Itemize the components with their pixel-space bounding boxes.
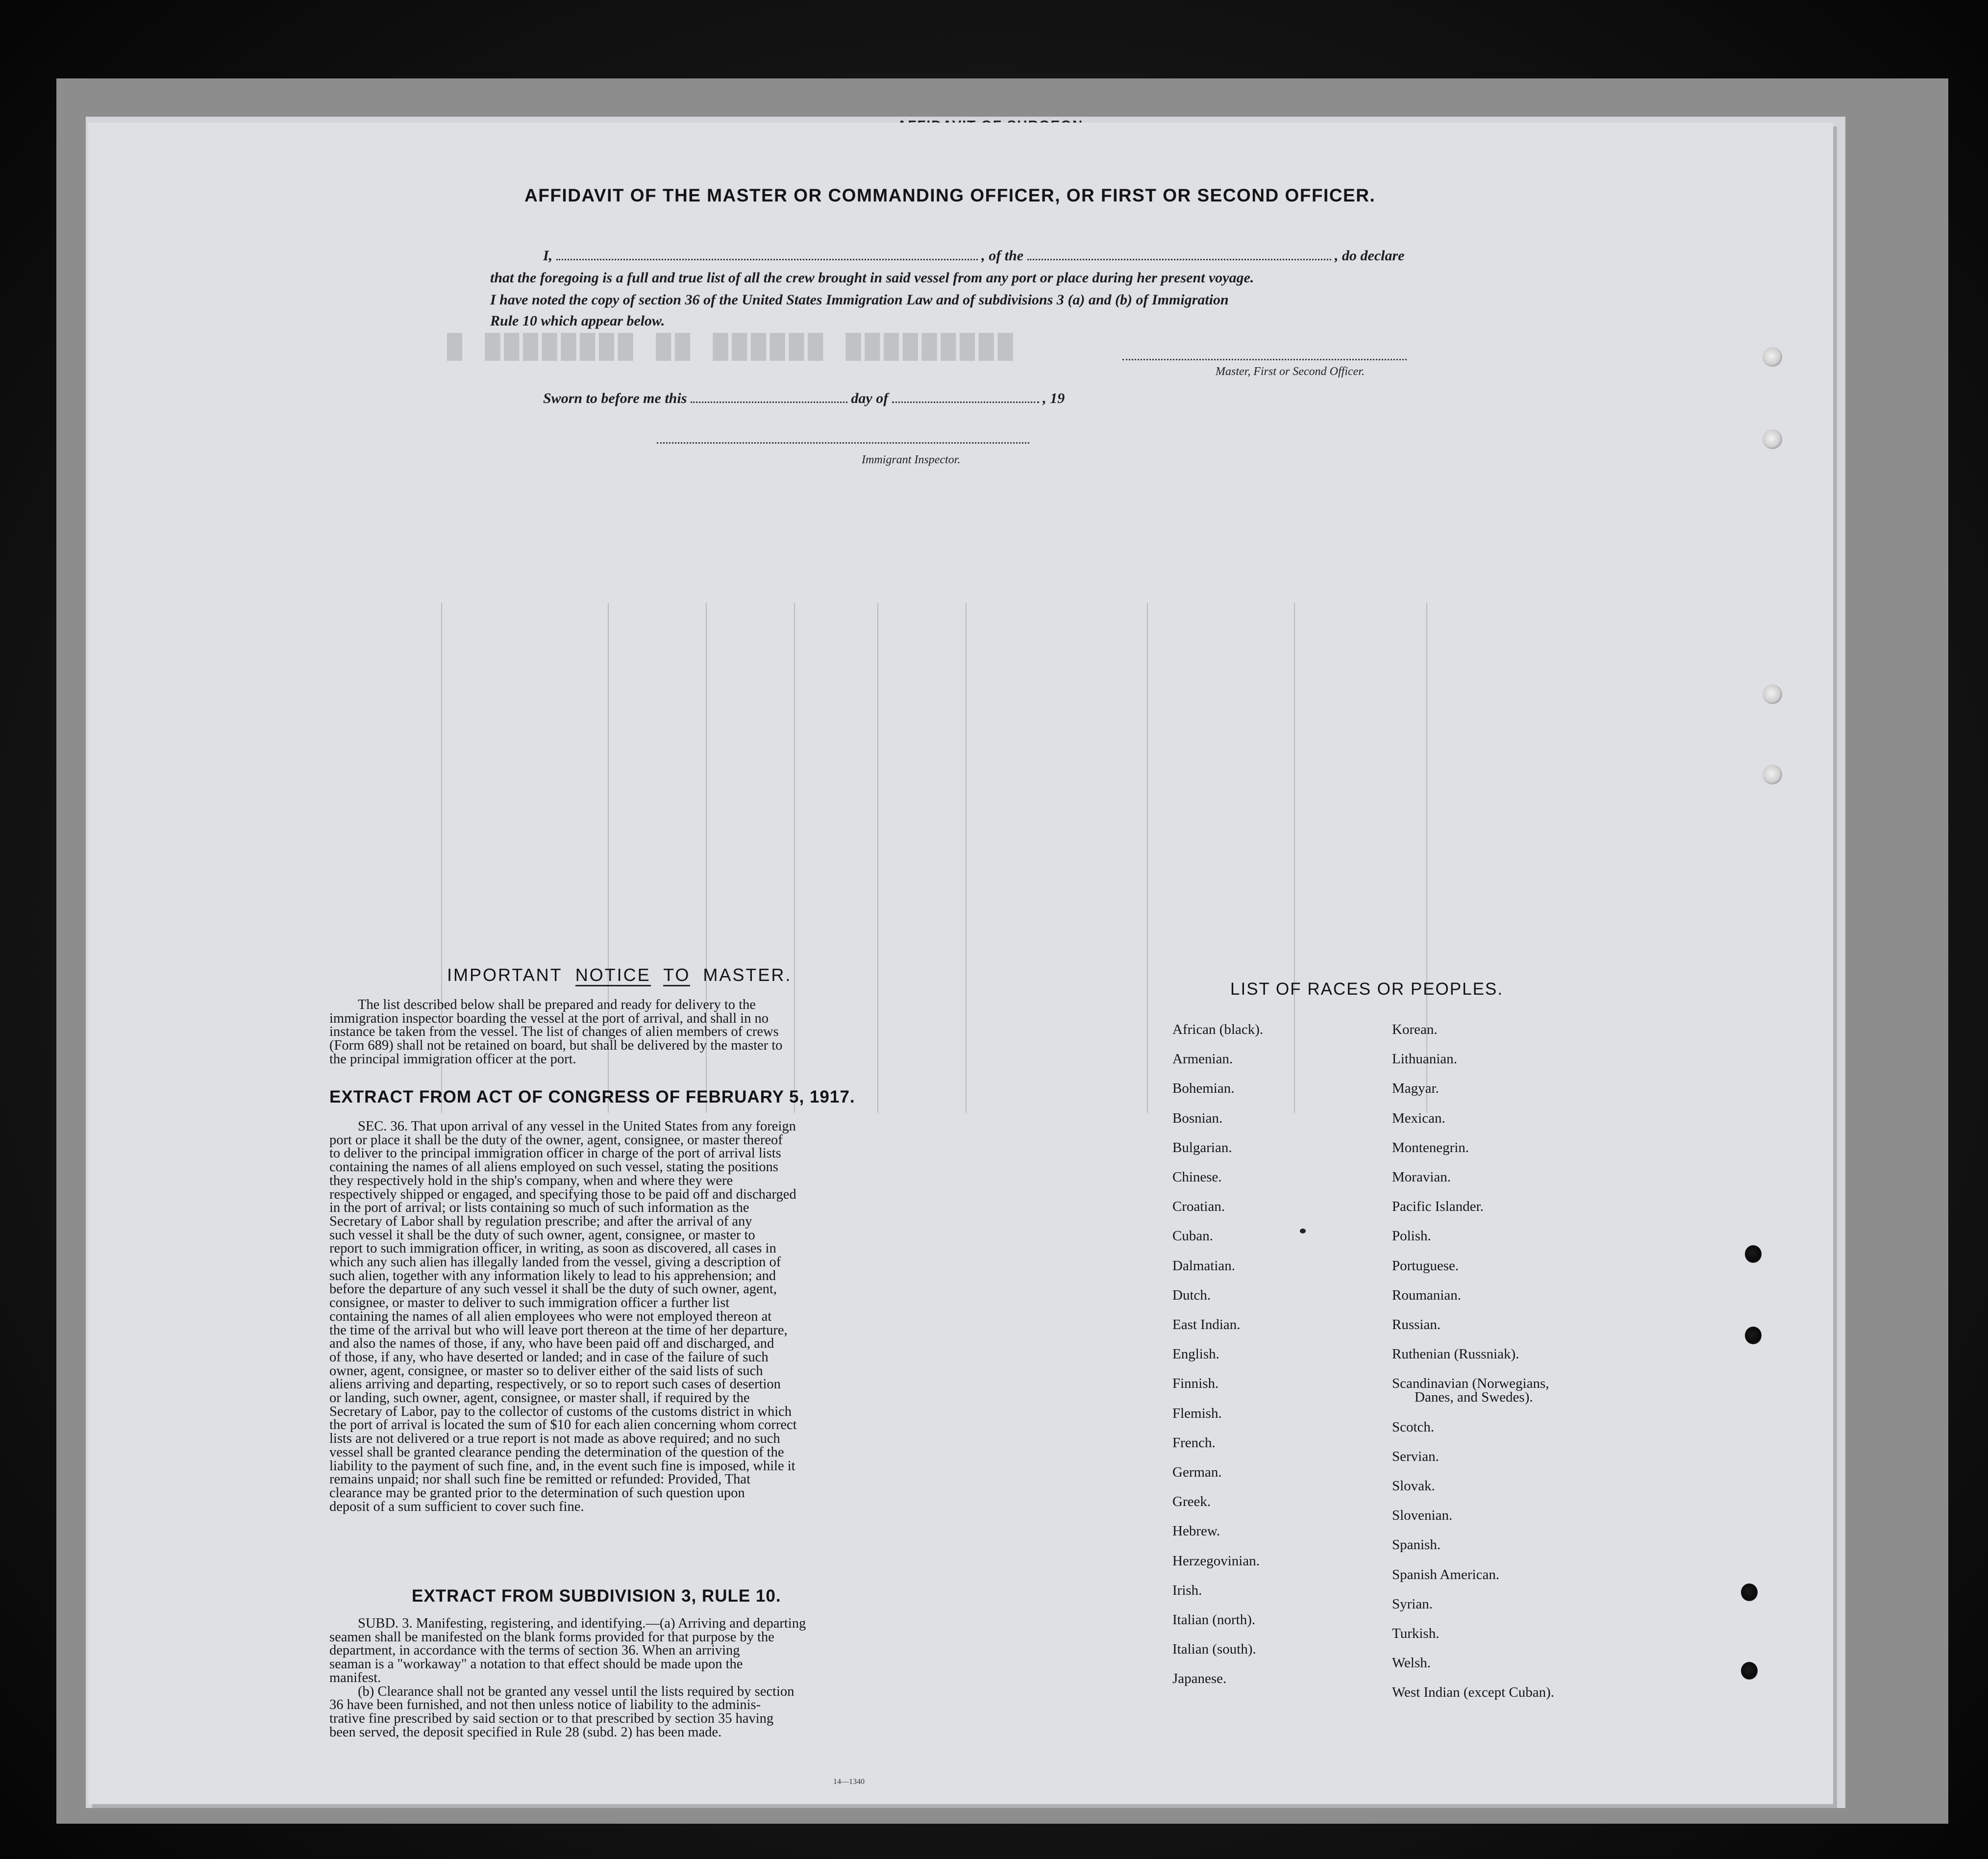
race-item: Cuban.: [1172, 1228, 1213, 1244]
paragraph-line: containing the names of all alien employees who were not employed thereon at: [329, 1308, 772, 1324]
race-item: Irish.: [1172, 1582, 1202, 1598]
race-item: Bosnian.: [1172, 1110, 1223, 1126]
race-item: Russian.: [1392, 1317, 1441, 1332]
paragraph-line: the port of arrival is located the sum of $10 for each alien concerning whom correct: [329, 1417, 797, 1433]
paragraph-line: port or place it shall be the duty of the owner, agent, consignee, or master thereof: [329, 1132, 783, 1148]
race-item: Japanese.: [1172, 1671, 1227, 1687]
affidavit-line-2: that the foregoing is a full and true list of all the crew brought in said vessel from any port or place during her present voyage.: [490, 270, 1254, 286]
race-item: Flemish.: [1172, 1405, 1222, 1421]
punch-hole: [1763, 429, 1782, 449]
affidavit-line-4: Rule 10 which appear below.: [490, 313, 665, 329]
race-item: Bulgarian.: [1172, 1139, 1232, 1156]
bleed-through-rule: [1294, 603, 1295, 1113]
paragraph-line: which any such alien has illegally landed from the vessel, giving a description of: [329, 1255, 781, 1270]
paragraph-line: to deliver to the principal immigration officer in charge of the port of arrival lists: [329, 1146, 781, 1161]
paragraph-line: seamen shall be manifested on the blank forms provided for that purpose by the: [329, 1629, 774, 1645]
affidavit-line-3: I have noted the copy of section 36 of the United States Immigration Law and of subdivisions 3 (a) and (b) of Immigration: [490, 292, 1229, 308]
paragraph-line: deposit of a sum sufficient to cover such fine.: [329, 1499, 584, 1514]
paragraph-line: clearance may be granted prior to the determination of such question upon: [329, 1485, 745, 1501]
paragraph-line: they respectively hold in the ship's company, when and where they were: [329, 1173, 733, 1188]
bleed-through-rule: [966, 603, 967, 1113]
sworn-line: [543, 390, 1065, 407]
notice-line: (Form 689) shall not be retained on board, but shall be delivered by the master to: [329, 1038, 783, 1054]
sworn-day-blank[interactable]: [691, 402, 847, 403]
punch-hole: [1745, 1327, 1762, 1344]
manifest-page: [88, 123, 1833, 1804]
race-item: Spanish.: [1392, 1537, 1441, 1553]
race-item: French.: [1172, 1434, 1216, 1451]
notice-title-word: IMPORTANT: [447, 965, 563, 985]
paragraph-line: (b) Clearance shall not be granted any vessel until the lists required by section: [358, 1683, 795, 1699]
race-item: Moravian.: [1392, 1169, 1451, 1185]
race-item: Montenegrin.: [1392, 1139, 1469, 1156]
punch-hole: [1763, 765, 1782, 784]
paragraph-line: consignee, or master to deliver to such immigration officer a further list: [329, 1295, 730, 1311]
race-item: East Indian.: [1172, 1317, 1241, 1332]
paragraph-line: 36 have been furnished, and not then unless notice of liability to the adminis-: [329, 1697, 761, 1713]
notice-line: instance be taken from the vessel. The list of changes of alien members of crews: [329, 1024, 779, 1040]
race-item: Danes, and Swedes).: [1415, 1389, 1533, 1406]
inspector-signature-line[interactable]: [657, 442, 1029, 444]
paragraph-line: and also the names of those, if any, who have been paid off and discharged, and: [329, 1336, 774, 1352]
notice-title-word: MASTER.: [703, 965, 792, 985]
race-item: Chinese.: [1172, 1169, 1222, 1185]
paragraph-line: before the departure of any such vessel it shall be the duty of such owner, agent,: [329, 1281, 777, 1297]
race-item: Italian (south).: [1172, 1641, 1256, 1658]
punch-hole: [1763, 347, 1782, 367]
paragraph-line: been served, the deposit specified in Rule 28 (subd. 2) has been made.: [329, 1724, 722, 1740]
name-blank[interactable]: [556, 259, 978, 260]
sworn-label: Sworn to before me this: [543, 390, 687, 406]
race-item: African (black).: [1172, 1022, 1264, 1037]
rule-10-subdivision-3: [329, 1617, 901, 1739]
race-item: Herzegovinian.: [1172, 1553, 1260, 1569]
race-item: English.: [1172, 1346, 1219, 1362]
master-caption: Master, First or Second Officer.: [1216, 365, 1365, 378]
race-item: Magyar.: [1392, 1080, 1439, 1097]
paragraph-line: containing the names of all aliens employed on such vessel, stating the positions: [329, 1159, 778, 1175]
notice-line: The list described below shall be prepared and ready for delivery to the: [358, 997, 756, 1012]
paragraph-line: owner, agent, consignee, or master so to deliver either of the said lists of such: [329, 1363, 763, 1379]
bleed-through-text: █ ████████ ██ ██████ █████████: [447, 333, 1017, 361]
affidavit-of-the: , of the: [981, 248, 1024, 264]
affidavit-i: I,: [543, 248, 553, 264]
paragraph-line: SUBD. 3. Manifesting, registering, and identifying.—(a) Arriving and departing: [358, 1616, 806, 1631]
affidavit-declaration-line: [543, 248, 1404, 264]
paragraph-line: Secretary of Labor shall by regulation prescribe; and after the arrival of any: [329, 1213, 752, 1229]
races-title: LIST OF RACES OR PEOPLES.: [1230, 980, 1504, 999]
race-item: Finnish.: [1172, 1376, 1219, 1392]
race-item: Lithuanian.: [1392, 1051, 1457, 1067]
notice-title-word: NOTICE: [575, 965, 651, 986]
paragraph-line: report to such immigration officer, in writing, as soon as discovered, all cases in: [329, 1241, 776, 1256]
race-item: Polish.: [1392, 1228, 1431, 1244]
paragraph-line: the time of the arrival but who will leave port thereon at the time of her departure,: [329, 1322, 788, 1338]
paragraph-line: vessel shall be granted clearance pending the determination of the question of the: [329, 1444, 784, 1460]
race-item: Servian.: [1392, 1448, 1439, 1464]
race-item: Greek.: [1172, 1494, 1211, 1510]
race-item: Roumanian.: [1392, 1287, 1461, 1303]
punch-hole: [1763, 684, 1782, 704]
day-of-label: day of: [851, 390, 889, 406]
race-item: Croatian.: [1172, 1199, 1225, 1215]
punch-hole: [1741, 1662, 1758, 1680]
paragraph-line: seaman is a "workaway" a notation to that effect should be made upon the: [329, 1657, 743, 1672]
notice-line: immigration inspector boarding the vessel at the port of arrival, and shall in no: [329, 1010, 769, 1026]
paragraph-line: Secretary of Labor, pay to the collector of customs of the customs district in which: [329, 1404, 792, 1419]
vessel-blank[interactable]: [1027, 259, 1331, 260]
paragraph-line: trative fine prescribed by said section or to that prescribed by section 35 having: [329, 1710, 774, 1726]
race-item: Hebrew.: [1172, 1523, 1220, 1539]
race-item: Slovak.: [1392, 1478, 1435, 1494]
punch-hole: [1741, 1583, 1758, 1601]
act-section-36: [329, 1120, 901, 1513]
rule-heading: EXTRACT FROM SUBDIVISION 3, RULE 10.: [412, 1586, 781, 1606]
notice-title-word: TO: [663, 965, 690, 986]
paragraph-line: lists are not delivered or a true report is not made as above required; and no such: [329, 1431, 780, 1447]
race-item: Armenian.: [1172, 1051, 1233, 1067]
paragraph-line: such vessel it shall be the duty of such owner, agent, consignee, or master to: [329, 1227, 755, 1243]
punch-hole: [1745, 1245, 1762, 1263]
race-item: Spanish American.: [1392, 1566, 1500, 1583]
race-item: Dalmatian.: [1172, 1257, 1236, 1274]
paragraph-line: of those, if any, who have deserted or landed; and in case of the failure of such: [329, 1349, 769, 1365]
paragraph-line: SEC. 36. That upon arrival of any vessel in the United States from any foreign: [358, 1119, 796, 1134]
paragraph-line: remains unpaid; nor shall such fine be remitted or refunded: Provided, That: [329, 1472, 750, 1487]
race-item: Turkish.: [1392, 1626, 1440, 1641]
notice-paragraph: [329, 998, 901, 1066]
race-item: Korean.: [1392, 1022, 1438, 1037]
act-heading: EXTRACT FROM ACT OF CONGRESS OF FEBRUARY 5, 1917.: [329, 1087, 855, 1106]
race-item: Ruthenian (Russniak).: [1392, 1346, 1519, 1362]
race-item: Italian (north).: [1172, 1612, 1256, 1628]
paragraph-line: department, in accordance with the terms of section 36. When an arriving: [329, 1643, 740, 1658]
race-item: Slovenian.: [1392, 1507, 1453, 1524]
inspector-caption: Immigrant Inspector.: [862, 453, 961, 466]
notice-title: [447, 965, 792, 985]
bleed-through-rule: [1147, 603, 1148, 1113]
affidavit-title: AFFIDAVIT OF THE MASTER OR COMMANDING OFFICER, OR FIRST OR SECOND OFFICER.: [524, 185, 1376, 205]
paragraph-line: in the port of arrival; or lists containing so much of such information as the: [329, 1200, 749, 1216]
master-signature-line[interactable]: [1122, 359, 1407, 360]
paragraph-line: respectively shipped or engaged, and specifying those to be paid off and discharged: [329, 1186, 796, 1202]
race-item: Welsh.: [1392, 1655, 1431, 1671]
race-item: Mexican.: [1392, 1110, 1445, 1126]
race-item: Pacific Islander.: [1392, 1199, 1484, 1215]
race-item: Bohemian.: [1172, 1080, 1235, 1097]
paragraph-line: or landing, such owner, agent, consignee, or master shall, if required by the: [329, 1390, 750, 1406]
paragraph-line: liability to the payment of such fine, and, in the event such fine is imposed, while it: [329, 1458, 795, 1474]
paragraph-line: such alien, together with any information likely to lead to his apprehension; and: [329, 1268, 776, 1283]
race-item: Syrian.: [1392, 1596, 1433, 1612]
ink-dot: [1300, 1229, 1306, 1233]
paragraph-line: manifest.: [329, 1670, 381, 1685]
notice-line: the principal immigration officer at the port.: [329, 1051, 576, 1067]
race-item: Portuguese.: [1392, 1257, 1459, 1274]
race-item: Dutch.: [1172, 1287, 1211, 1303]
year-label: , 19: [1043, 390, 1065, 406]
affidavit-do-declare: , do declare: [1335, 248, 1405, 264]
paragraph-line: aliens arriving and departing, respectively, or so to report such cases of desertion: [329, 1377, 781, 1392]
form-number: 14—1340: [833, 1778, 865, 1786]
race-item: West Indian (except Cuban).: [1392, 1684, 1555, 1701]
race-item: German.: [1172, 1464, 1222, 1480]
race-item: Scandinavian (Norwegians,: [1392, 1376, 1549, 1392]
race-item: Scotch.: [1392, 1419, 1435, 1435]
sworn-month-blank[interactable]: [892, 402, 1039, 403]
